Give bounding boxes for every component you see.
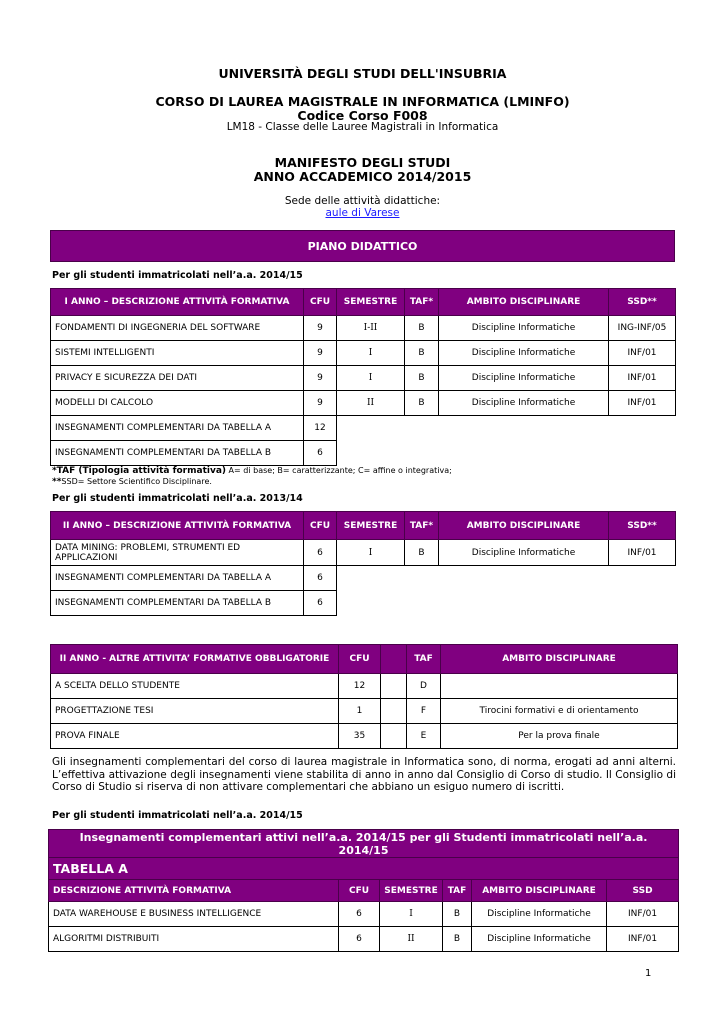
cohort-note-2014: Per gli studenti immatricolati nell’a.a. 2014/15 (52, 270, 303, 281)
tabella-a-table (48, 829, 679, 952)
piano-didattico-banner: PIANO DIDATTICO (50, 230, 675, 262)
table-row (51, 316, 676, 341)
col-header-semester: SEMESTRE (337, 512, 405, 540)
cell-description: INSEGNAMENTI COMPLEMENTARI DA TABELLA A (51, 566, 304, 591)
second-year-table (50, 511, 676, 616)
col-header-description: II ANNO – DESCRIZIONE ATTIVITÀ FORMATIVA (51, 512, 304, 540)
col-header-ssd: SSD** (609, 512, 676, 540)
cell-cfu: 6 (304, 441, 337, 466)
cell-taf: B (405, 391, 439, 416)
cell-semester: II (380, 927, 443, 952)
table-row (51, 566, 676, 591)
tabella-a-subtitle: TABELLA A (49, 858, 679, 880)
cell-cfu: 9 (304, 316, 337, 341)
cell-cfu: 6 (339, 927, 380, 952)
table-row (49, 902, 679, 927)
cell-cfu: 6 (339, 902, 380, 927)
col-header-description: I ANNO – DESCRIZIONE ATTIVITÀ FORMATIVA (51, 289, 304, 316)
col-header-taf: TAF* (405, 289, 439, 316)
table-row (51, 674, 678, 699)
col-header-taf: TAF* (405, 512, 439, 540)
col-header-ssd: SSD (607, 880, 679, 902)
cell-ambito: Discipline Informatiche (439, 366, 609, 391)
col-header-ambito: AMBITO DISCIPLINARE (439, 289, 609, 316)
cell-description: PRIVACY E SICUREZZA DEI DATI (51, 366, 304, 391)
course-class: LM18 - Classe delle Lauree Magistrali in Informatica (226, 121, 499, 133)
footnote-ssd (52, 476, 212, 488)
cell-cfu: 35 (339, 724, 381, 749)
other-activities-table (50, 644, 678, 749)
cell-description: SISTEMI INTELLIGENTI (51, 341, 304, 366)
cell-semester: I (337, 540, 405, 566)
col-header-ambito: AMBITO DISCIPLINARE (441, 645, 678, 674)
cell-description: FONDAMENTI DI INGEGNERIA DEL SOFTWARE (51, 316, 304, 341)
cell-ambito: Tirocini formativi e di orientamento (441, 699, 678, 724)
complementary-notice: Gli insegnamenti complementari del corso di laurea magistrale in Informatica sono, di norma, erogati ad anni alterni. L’effettiva attivazione degli insegnamenti viene stabilita di anno in anno dal Consiglio di Corso di studio. Il Consiglio di Corso di Studio si riserva di non attivare complementari che abbiano un esiguo numero di iscritti. (52, 756, 676, 794)
table-row (51, 366, 676, 391)
col-header-cfu: CFU (339, 880, 380, 902)
cell-empty (381, 674, 407, 699)
cell-semester: I (337, 366, 405, 391)
footnote-ssd-label: ** (52, 477, 62, 487)
col-header-description: DESCRIZIONE ATTIVITÀ FORMATIVA (49, 880, 339, 902)
col-header-semester: SEMESTRE (380, 880, 443, 902)
cell-cfu: 9 (304, 391, 337, 416)
cell-ssd: INF/01 (607, 902, 679, 927)
cell-taf: B (405, 366, 439, 391)
col-header-cfu: CFU (304, 512, 337, 540)
cell-cfu: 9 (304, 341, 337, 366)
cell-empty (381, 699, 407, 724)
cell-semester: I (337, 341, 405, 366)
first-year-table (50, 288, 676, 466)
cell-ambito: Discipline Informatiche (439, 341, 609, 366)
cell-ssd: ING-INF/05 (609, 316, 676, 341)
cell-ambito: Discipline Informatiche (439, 391, 609, 416)
table-row (51, 441, 676, 466)
cell-cfu: 6 (304, 591, 337, 616)
col-header-empty (381, 645, 407, 674)
table-row (51, 591, 676, 616)
col-header-cfu: CFU (304, 289, 337, 316)
cell-cfu: 6 (304, 540, 337, 566)
cell-taf: B (443, 902, 472, 927)
cell-ssd: INF/01 (609, 391, 676, 416)
cell-ambito: Discipline Informatiche (439, 540, 609, 566)
cell-description: DATA MINING: PROBLEMI, STRUMENTI ED APPLICAZIONI (51, 540, 304, 566)
course-code: Codice Corso F008 (297, 108, 428, 123)
col-header-ambito: AMBITO DISCIPLINARE (439, 512, 609, 540)
cohort-note-2014-b: Per gli studenti immatricolati nell’a.a. 2014/15 (52, 810, 303, 821)
cell-taf: B (405, 316, 439, 341)
cell-ambito: Discipline Informatiche (472, 927, 607, 952)
footnote-ssd-text: SSD= Settore Scientifico Disciplinare. (61, 477, 212, 486)
cell-cfu: 12 (339, 674, 381, 699)
cell-taf: D (407, 674, 441, 699)
cell-cfu: 6 (304, 566, 337, 591)
cell-description: INSEGNAMENTI COMPLEMENTARI DA TABELLA B (51, 441, 304, 466)
seat-link[interactable]: aule di Varese (325, 207, 400, 219)
cell-description: DATA WAREHOUSE E BUSINESS INTELLIGENCE (49, 902, 339, 927)
cell-ambito: Discipline Informatiche (472, 902, 607, 927)
cell-description: INSEGNAMENTI COMPLEMENTARI DA TABELLA B (51, 591, 304, 616)
university-title: UNIVERSITÀ DEGLI STUDI DELL'INSUBRIA (218, 66, 507, 81)
col-header-semester: SEMESTRE (337, 289, 405, 316)
cell-taf: E (407, 724, 441, 749)
col-header-cfu: CFU (339, 645, 381, 674)
col-header-taf: TAF (443, 880, 472, 902)
cell-taf: B (405, 341, 439, 366)
cell-cfu: 1 (339, 699, 381, 724)
cell-taf: B (405, 540, 439, 566)
col-header-ssd: SSD** (609, 289, 676, 316)
col-header-description: II ANNO - ALTRE ATTIVITA’ FORMATIVE OBBLIGATORIE (51, 645, 339, 674)
cell-semester: I-II (337, 316, 405, 341)
col-header-taf: TAF (407, 645, 441, 674)
cell-ssd: INF/01 (609, 341, 676, 366)
seat-label: Sede delle attività didattiche: (284, 195, 441, 207)
table-row (49, 927, 679, 952)
course-title: CORSO DI LAUREA MAGISTRALE IN INFORMATICA (LMINFO) (155, 94, 570, 109)
cell-ssd: INF/01 (607, 927, 679, 952)
cell-description: MODELLI DI CALCOLO (51, 391, 304, 416)
cohort-note-2013: Per gli studenti immatricolati nell’a.a. 2013/14 (52, 493, 303, 504)
table-row (51, 724, 678, 749)
cell-ssd: INF/01 (609, 540, 676, 566)
table-row (51, 540, 676, 566)
table-row (51, 416, 676, 441)
page-number: 1 (645, 968, 652, 979)
table-row (51, 341, 676, 366)
cell-cfu: 12 (304, 416, 337, 441)
cell-ambito: Discipline Informatiche (439, 316, 609, 341)
cell-taf: F (407, 699, 441, 724)
table-row (51, 391, 676, 416)
cell-description: A SCELTA DELLO STUDENTE (51, 674, 339, 699)
col-header-ambito: AMBITO DISCIPLINARE (472, 880, 607, 902)
cell-semester: I (380, 902, 443, 927)
manifest-title: MANIFESTO DEGLI STUDI (274, 155, 451, 170)
cell-ambito (441, 674, 678, 699)
academic-year: ANNO ACCADEMICO 2014/2015 (253, 169, 472, 184)
table-row (51, 699, 678, 724)
cell-description: PROVA FINALE (51, 724, 339, 749)
cell-description: ALGORITMI DISTRIBUITI (49, 927, 339, 952)
cell-description: INSEGNAMENTI COMPLEMENTARI DA TABELLA A (51, 416, 304, 441)
footnote-taf-text: A= di base; B= caratterizzante; C= affine o integrativa; (226, 466, 452, 475)
cell-cfu: 9 (304, 366, 337, 391)
cell-description: PROGETTAZIONE TESI (51, 699, 339, 724)
tabella-a-title: Insegnamenti complementari attivi nell’a.a. 2014/15 per gli Studenti immatricolati nell’a.a. 2014/15 (49, 830, 679, 858)
cell-semester: II (337, 391, 405, 416)
footnote-taf-label: *TAF (Tipologia attività formativa) (52, 466, 227, 476)
cell-ambito: Per la prova finale (441, 724, 678, 749)
cell-empty (381, 724, 407, 749)
cell-taf: B (443, 927, 472, 952)
cell-ssd: INF/01 (609, 366, 676, 391)
